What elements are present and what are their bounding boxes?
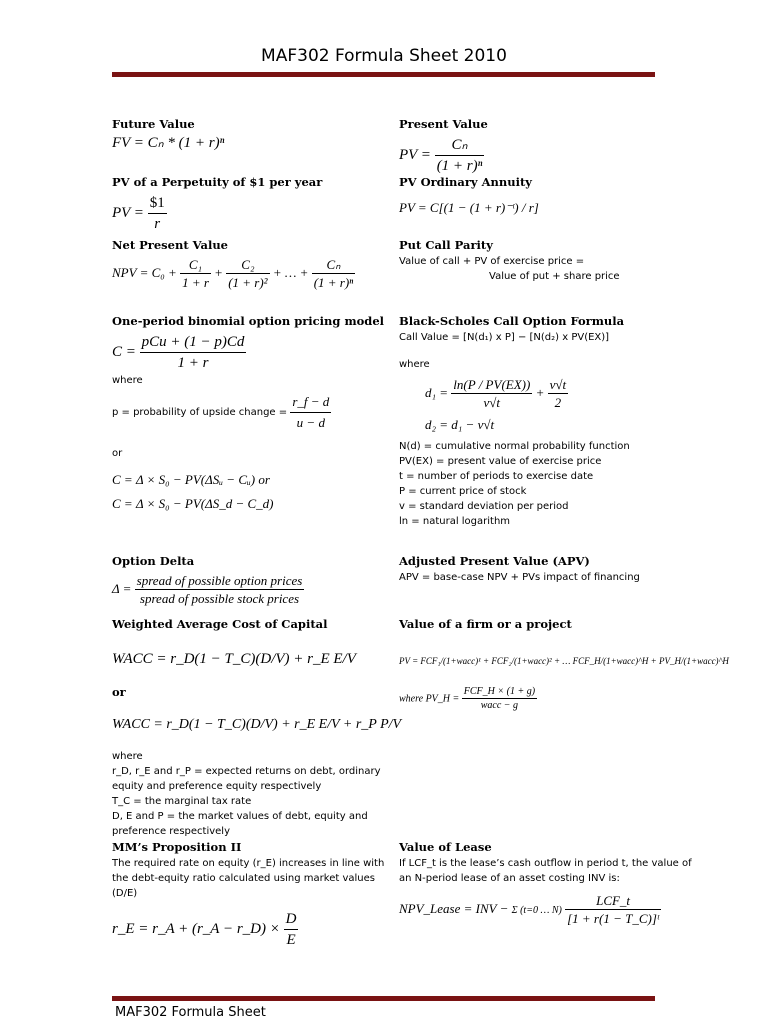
lease-section	[399, 840, 701, 928]
put-call-parity-line-1: Value of call + PV of exercise price =	[399, 255, 585, 267]
wacc-where: where	[112, 751, 143, 763]
apv-section	[399, 554, 699, 585]
mm-text: The required rate on equity (r_E) increases in line with the debt-equity ratio calculated using market values (D/E)	[112, 857, 385, 899]
black-scholes-where: where	[399, 358, 430, 370]
present-value-heading: Present Value	[399, 117, 488, 131]
perpetuity-formula	[112, 193, 382, 235]
wacc-def-tax: T_C = the marginal tax rate	[112, 796, 252, 808]
perpetuity-heading: PV of a Perpetuity of $1 per year	[112, 175, 323, 189]
black-scholes-def-3: t = number of periods to exercise date	[399, 471, 594, 483]
lease-text: If LCF_t is the lease’s cash outflow in period t, the value of an N-period lease of an asset costing INV is:	[399, 857, 692, 884]
black-scholes-section	[399, 314, 699, 529]
mm-heading: MM’s Proposition II	[112, 840, 242, 854]
put-call-parity-heading: Put Call Parity	[399, 238, 493, 252]
footer-text: MAF302 Formula Sheet	[115, 1005, 266, 1020]
option-delta-heading: Option Delta	[112, 554, 195, 568]
mm-formula: r_E = r_A + (r_A − r_D) × $\frac{D}{E}$	[112, 910, 297, 948]
black-scholes-def-6: ln = natural logarithm	[399, 516, 511, 528]
probability-definition: p = probability of upside change = $\frac{r\_f - d}{u - d}$	[112, 394, 330, 430]
firm-value-terminal: where PV_H = $\frac{\text{FCF\_H × (1 + g)}}{\text{wacc − g}}$	[399, 685, 536, 712]
binomial-or: or	[112, 448, 123, 460]
annuity-formula: PV = C[(1 − (1 + r)⁻ᵗ) / r]	[399, 199, 539, 215]
binomial-formula: C = $\frac{\text{pCu + (1 − p)Cd}}{1 + r}$	[112, 333, 245, 371]
binomial-eq-1: C = Δ × S₀ − PV(ΔSᵤ − Cᵤ) or	[112, 472, 270, 488]
apv-heading: Adjusted Present Value (APV)	[399, 554, 590, 568]
binomial-section	[112, 314, 392, 512]
npv-term-1: $\frac{\text{C₁}}{1 + r}$	[182, 256, 209, 291]
firm-value-section	[399, 617, 729, 713]
annuity-heading: PV Ordinary Annuity	[399, 175, 532, 189]
present-value-formula: PV = $\frac{\text{Cₙ}}{\text{(1 + r)ⁿ}}$	[399, 136, 483, 174]
annuity-section	[399, 175, 689, 216]
perpetuity-lhs: PV =	[112, 204, 144, 221]
lease-heading: Value of Lease	[399, 840, 492, 854]
lease-formula: NPV_Lease = INV − Σ (t=0 … N) $\frac{\text{LCF\_t}}{\text{[1 + r(1 − T\_C)]ᵗ}}$	[399, 892, 660, 927]
apv-text: APV = base-case NPV + PVs impact of financing	[399, 571, 640, 583]
black-scholes-def-4: P = current price of stock	[399, 486, 527, 498]
binomial-where: where	[112, 375, 143, 387]
option-delta-section	[112, 554, 392, 608]
wacc-section	[112, 617, 402, 839]
future-value-heading: Future Value	[112, 117, 195, 131]
option-delta-formula: Δ = $\frac{\text{spread of possible option prices}}{\text{spread of possible stock prices}}$	[112, 572, 303, 607]
future-value-formula: FV = Cₙ * (1 + r)ⁿ	[112, 134, 225, 151]
firm-value-heading: Value of a firm or a project	[399, 617, 572, 631]
npv-lhs: NPV = C₀ +	[112, 264, 177, 280]
black-scholes-call: Call Value = [N(d₁) x P] − [N(d₂) x PV(EX)]	[399, 331, 610, 343]
npv-section	[112, 238, 392, 292]
perpetuity-section	[112, 175, 382, 234]
put-call-parity-section	[399, 238, 689, 284]
perpetuity-denominator: r	[154, 215, 161, 232]
put-call-parity-line-2: Value of put + share price	[489, 270, 620, 282]
wacc-def-returns: r_D, r_E and r_P = expected returns on debt, ordinary equity and preference equity respectively	[112, 766, 381, 793]
black-scholes-def-2: PV(EX) = present value of exercise price	[399, 456, 602, 468]
npv-term-2: $\frac{\text{C₂}}{\text{(1 + r)²}}$	[228, 256, 268, 291]
perpetuity-numerator: $1	[148, 193, 167, 214]
title-rule	[112, 72, 655, 77]
firm-value-formula: PV = FCF₁/(1+wacc)¹ + FCF₂/(1+wacc)² + … FCF_H/(1+wacc)^H + PV_H/(1+wacc)^H	[399, 655, 729, 666]
black-scholes-heading: Black-Scholes Call Option Formula	[399, 314, 625, 328]
binomial-heading: One-period binomial option pricing model	[112, 314, 385, 328]
wacc-formula-1: WACC = r_D(1 − T_C)(D/V) + r_E E/V	[112, 650, 356, 667]
npv-dots: + … +	[272, 264, 309, 280]
black-scholes-def-1: N(d) = cumulative normal probability function	[399, 441, 630, 453]
npv-term-n: $\frac{\text{Cₙ}}{\text{(1 + r)ⁿ}}$	[313, 256, 354, 291]
npv-formula: NPV = C₀ + $\frac{\text{C₁}}{1 + r}$ + $\frac{\text{C₂}}{\text{(1 + r)²}}$ + … + $\frac{\text{Cₙ}}{\text{(1 + r)ⁿ}}$	[112, 256, 354, 291]
binomial-eq-2: C = Δ × S₀ − PV(ΔS_d − C_d)	[112, 495, 274, 511]
black-scholes-d1: d₁ = $\frac{\ln(P / PV(EX))}{v√t}$ + $\frac{v√t}{2}$	[425, 376, 567, 411]
mm-section	[112, 840, 392, 950]
perpetuity-fraction	[148, 193, 167, 235]
npv-heading: Net Present Value	[112, 238, 228, 252]
future-value-section	[112, 117, 382, 153]
black-scholes-d2: d₂ = d₁ − v√t	[425, 416, 495, 432]
page-title: MAF302 Formula Sheet 2010	[261, 46, 507, 66]
wacc-def-values: D, E and P = the market values of debt, equity and preference respectively	[112, 811, 368, 838]
present-value-section	[399, 117, 689, 176]
wacc-or: or	[112, 684, 126, 699]
footer-rule	[112, 996, 655, 1001]
wacc-heading: Weighted Average Cost of Capital	[112, 617, 328, 631]
black-scholes-def-5: v = standard deviation per period	[399, 501, 569, 513]
wacc-formula-2: WACC = r_D(1 − T_C)(D/V) + r_E E/V + r_P P/V	[112, 717, 402, 733]
